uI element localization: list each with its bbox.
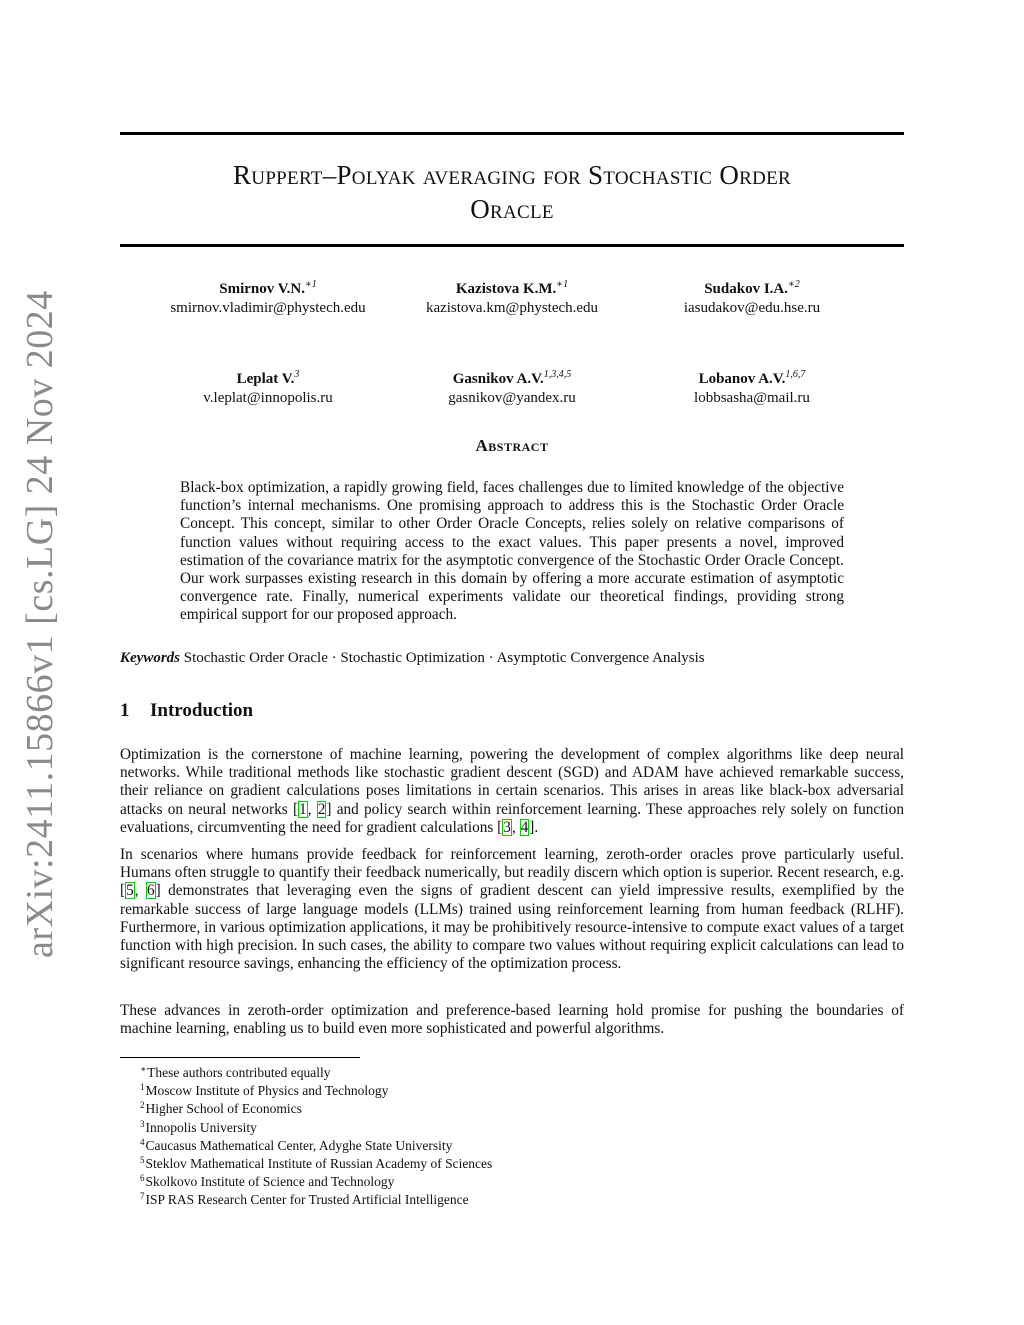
footnote-text: ISP RAS Research Center for Trusted Artificial Intelligence [145,1192,469,1208]
citation-link[interactable]: 1 [299,800,307,818]
author-affiliation-mark: 3 [294,369,300,380]
author-email[interactable]: lobbsasha@mail.ru [694,390,810,406]
author-email[interactable]: gasnikov@yandex.ru [448,390,576,406]
footnote-text: Moscow Institute of Physics and Technology [145,1083,389,1099]
author-email[interactable]: kazistova.km@phystech.edu [425,300,599,316]
paper-title [120,158,904,226]
citation-link[interactable]: 2 [317,800,326,818]
citation-separator: , [511,818,520,836]
keywords-label: Keywords [120,650,180,666]
footnote-text: Higher School of Economics [145,1101,302,1117]
section-number: 1 [120,700,130,721]
intro-paragraph-2 [120,846,904,973]
footnote-item [140,1119,492,1137]
citation-link[interactable]: 6 [147,882,155,900]
footnote-mark: 5 [140,1155,145,1166]
footnote-mark: ∗ [140,1064,147,1074]
citation-link[interactable]: 4 [520,818,529,836]
author-email[interactable]: v.leplat@innopolis.ru [203,390,333,406]
footnote-mark: 1 [140,1082,145,1093]
paragraph-text: ]. [529,818,539,836]
author-email[interactable]: iasudakov@edu.hse.ru [683,300,821,316]
footnote-item [140,1155,492,1173]
citation-separator: , [307,800,317,818]
abstract-heading: Abstract [475,436,549,455]
keywords-text: Stochastic Order Oracle · Stochastic Optimization · Asymptotic Convergence Analysis [183,650,705,666]
footnote-text: Steklov Mathematical Institute of Russian Academy of Sciences [145,1156,493,1172]
footnote-mark: 7 [140,1191,145,1202]
footnote-mark: 4 [140,1136,145,1147]
footnote-item [140,1100,492,1118]
author-block [602,370,902,408]
citation-separator: , [134,882,146,900]
footnote-item [140,1082,492,1100]
section-title: Introduction [150,700,254,721]
footnote-rule [120,1057,360,1058]
footnote-item [140,1137,492,1155]
footnote-item [140,1064,492,1082]
author-email[interactable]: smirnov.vladimir@phystech.edu [170,300,366,316]
author-name: Gasnikov A.V. [452,371,544,387]
paragraph-text: Optimization is the cornerstone of machine learning, powering the development of complex algorithms like deep neural networks. While traditional methods like stochastic gradient descent (SGD) and ADAM have achieved remarkable success, their reliance on gradient calculations poses limitations in certain scenarios. This arises in areas like black-box adversarial attacks on neural networks [ [120,746,904,818]
author-name: Kazistova K.M. [455,281,557,297]
author-name: Sudakov I.A. [704,281,788,297]
keywords-line [120,650,705,667]
citation-link[interactable]: 3 [503,818,511,836]
footnote-text: Innopolis University [145,1119,257,1135]
author-name: Lobanov A.V. [698,371,786,387]
footnote-text: Skolkovo Institute of Science and Technology [145,1174,395,1190]
title-line-2: Oracle [470,194,554,224]
footnote-mark: 3 [140,1118,145,1129]
author-name: Smirnov V.N. [219,281,305,297]
title-line-1: Ruppert–Polyak averaging for Stochastic Order [232,160,791,190]
arxiv-identifier: arXiv:2411.15866v1 [cs.LG] 24 Nov 2024 [19,290,61,958]
footnote-mark: 6 [140,1173,145,1184]
footnotes [140,1064,492,1210]
title-bottom-rule [120,244,904,247]
footnote-text: These authors contributed equally [147,1065,331,1080]
section-heading [120,700,253,722]
author-name: Leplat V. [236,371,295,387]
footnote-item [140,1173,492,1191]
paragraph-text: In scenarios where humans provide feedback for reinforcement learning, zeroth-order oracles prove particularly useful. Humans often struggle to quantify their feedback numerically, but readily discern which option is superior. Recent research, e.g. [ [120,846,905,900]
citation-link[interactable]: 5 [126,882,134,900]
footnote-text: Caucasus Mathematical Center, Adyghe State University [145,1137,453,1153]
abstract-text: Black-box optimization, a rapidly growing field, faces challenges due to limited knowledge of the objective function’s internal mechanisms. One promising approach to address this is the Stochastic Order Oracle Concept. This concept, similar to other Order Oracle Concepts, relies solely on relative comparisons of function values without requiring access to the exact values. This paper presents a novel, improved estimation of the covariance matrix for the asymptotic convergence of the Stochastic Order Oracle Concept. Our work surpasses existing research in this domain by offering a more accurate estimation of asymptotic convergence rate. Finally, numerical experiments validate our theoretical findings, providing strong empirical support for our proposed approach. [180,479,844,624]
author-affiliation-mark: ∗1 [304,279,317,290]
intro-paragraph-3: These advances in zeroth-order optimization and preference-based learning hold promise for pushing the boundaries of machine learning, enabling us to build even more sophisticated and powerful algorithms. [120,1002,904,1038]
author-affiliation-mark: 1,6,7 [785,369,806,380]
paragraph-text: ] demonstrates that leveraging even the signs of gradient descent can yield impressive results, exemplified by the remarkable success of large language models (LLMs) trained using reinforcement learning from human feedback (RLHF). Furthermore, in various optimization applications, it may be prohibitively resource-intensive to compute exact values of a target function with high precision. In such cases, the ability to compare two values without requiring explicit calculations can lead to significant resource savings, enhancing the efficiency of the optimization process. [120,882,905,973]
author-affiliation-mark: 1,3,4,5 [543,369,572,380]
paragraph-text: ] and policy search within reinforcement learning. These approaches rely solely on function evaluations, circumventing the need for gradient calculations [ [120,800,904,836]
author-block [602,280,902,318]
footnote-mark: 2 [140,1100,145,1111]
footnote-item [140,1191,492,1209]
author-affiliation-mark: ∗1 [556,279,569,290]
author-affiliation-mark: ∗2 [788,279,800,290]
intro-paragraph-1 [120,746,904,837]
title-top-rule [120,132,904,135]
